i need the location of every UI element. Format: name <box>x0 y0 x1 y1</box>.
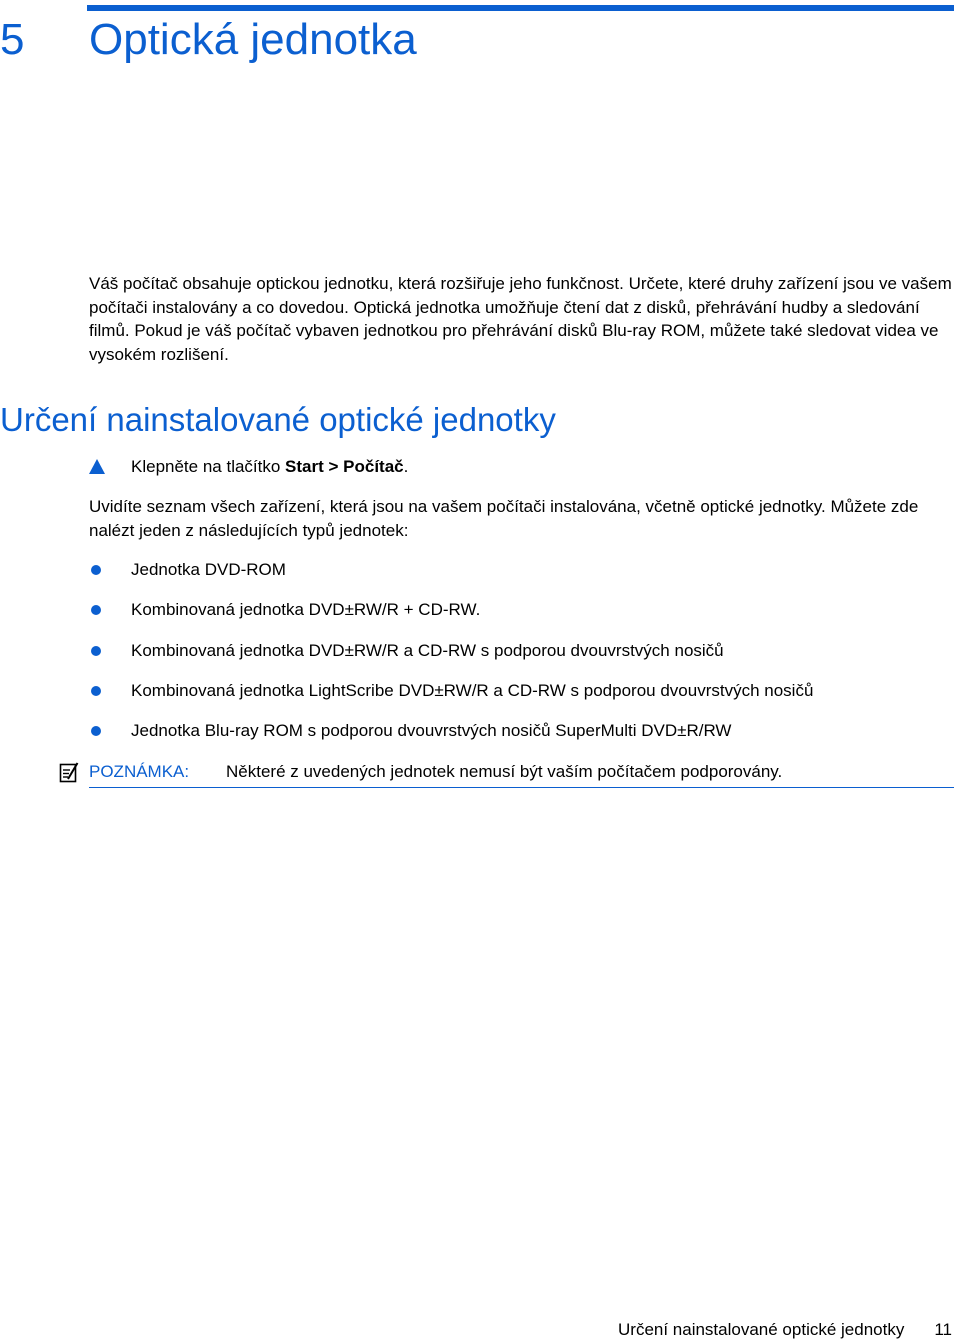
bullet-dot-icon <box>91 686 101 696</box>
drives-paragraph: Uvidíte seznam všech zařízení, která jsou na vašem počítači instalována, včetně optické jednotky. Můžete zde nalézt jeden z následujících typů jednotek: <box>89 497 919 540</box>
note-label: POZNÁMKA: <box>89 762 190 781</box>
page-footer <box>618 1318 952 1342</box>
step-suffix: . <box>403 457 409 476</box>
page-number: 11 <box>934 1320 952 1339</box>
step-start-label: Start <box>285 457 324 476</box>
list-item-text: Jednotka Blu-ray ROM s podporou dvouvrstvých nosičů SuperMulti DVD±R/RW <box>131 721 732 740</box>
footer-section-title: Určení nainstalované optické jednotky <box>618 1320 905 1339</box>
chapter-number: 5 <box>0 15 25 64</box>
step-computer-label: Počítač <box>343 457 404 476</box>
note-box <box>89 760 954 788</box>
list-item-text: Kombinovaná jednotka DVD±RW/R a CD-RW s podporou dvouvrstvých nosičů <box>131 641 724 660</box>
bullet-dot-icon <box>91 646 101 656</box>
chapter-title-text: Optická jednotka <box>89 15 417 64</box>
step-separator: > <box>323 457 344 476</box>
step-prefix: Klepněte na tlačítko <box>131 457 286 476</box>
triangle-up-icon <box>89 459 105 474</box>
bullet-dot-icon <box>91 565 101 575</box>
bullet-dot-icon <box>91 726 101 736</box>
list-item-text: Kombinovaná jednotka DVD±RW/R + CD-RW. <box>131 600 481 619</box>
top-rule <box>87 5 954 11</box>
step-text <box>131 455 408 478</box>
list-item-text: Jednotka DVD-ROM <box>131 560 286 579</box>
list-item-text: Kombinovaná jednotka LightScribe DVD±RW/R a CD-RW s podporou dvouvrstvých nosičů <box>131 681 814 700</box>
chapter-title <box>0 12 417 68</box>
bullet-dot-icon <box>91 605 101 615</box>
note-text: Některé z uvedených jednotek nemusí být vaším počítačem podporovány. <box>226 762 783 781</box>
note-pad-icon <box>59 761 79 783</box>
section-title: Určení nainstalované optické jednotky <box>0 401 556 438</box>
intro-paragraph: Váš počítač obsahuje optickou jednotku, která rozšiřuje jeho funkčnost. Určete, které druhy zařízení jsou ve vašem počítači instalovány a co dovedou. Optická jednotka umožňuje čtení dat z disků, přehrávání hudby a sledování filmů. Pokud je váš počítač vybaven jednotkou pro přehrávání disků Blu-ray ROM, můžete také sledovat videa ve vysokém rozlišení. <box>89 274 952 364</box>
